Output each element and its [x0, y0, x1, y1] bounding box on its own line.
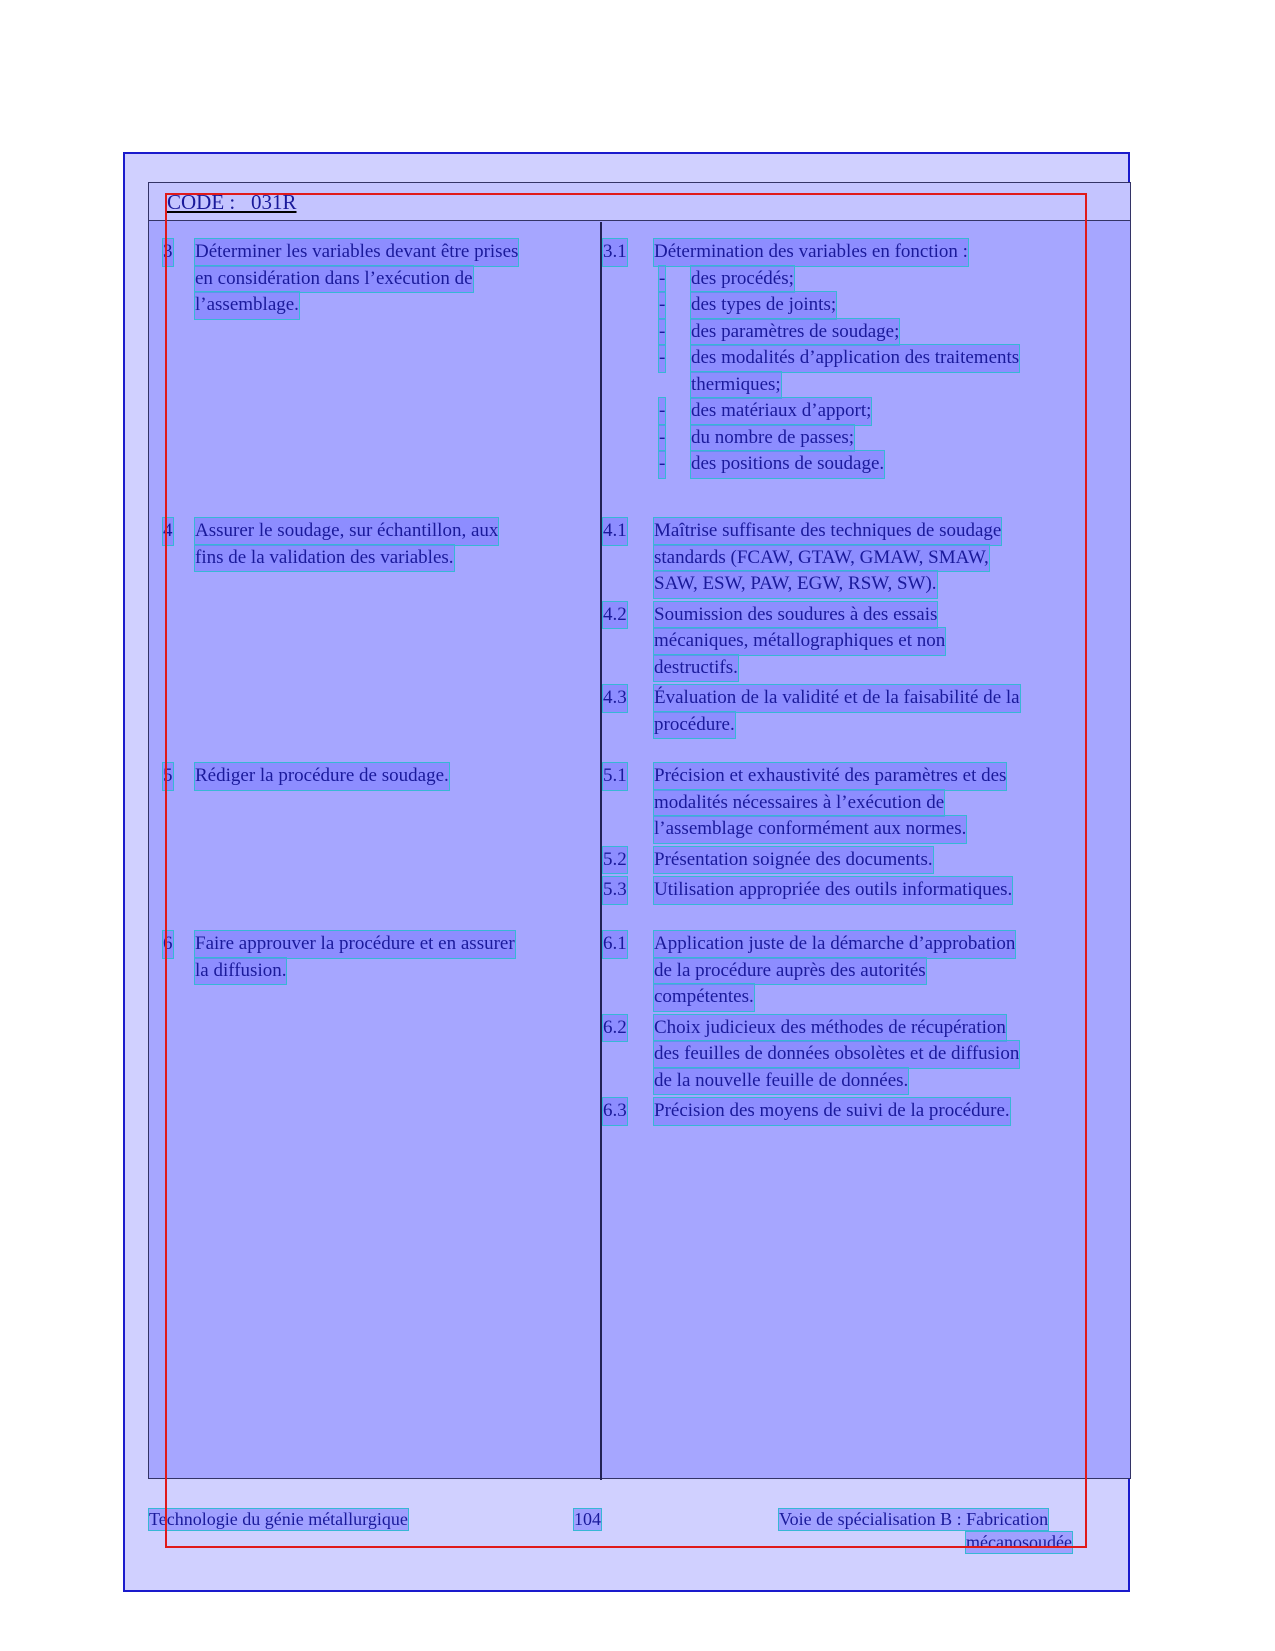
criterion-text: de la procédure auprès des autorités [654, 958, 926, 985]
criterion-text: destructifs. [654, 655, 738, 682]
criterion-text: compétentes. [654, 984, 754, 1011]
criterion-text: SAW, ESW, PAW, EGW, RSW, SW). [654, 571, 937, 598]
criterion-text: Détermination des variables en fonction : [654, 239, 968, 266]
element-number: 4 [163, 518, 173, 545]
footer-left: Technologie du génie métallurgique [149, 1509, 408, 1529]
bullet-text: des procédés; [691, 266, 794, 293]
criterion-text: Maîtrise suffisante des techniques de soudage [654, 518, 1001, 545]
bullet-dash: - [659, 451, 665, 478]
bullet-dash: - [659, 425, 665, 452]
bullet-dash: - [659, 319, 665, 346]
bullet-text: des positions de soudage. [691, 451, 884, 478]
bullet-dash: - [659, 398, 665, 425]
element-text: Faire approuver la procédure et en assurer [195, 931, 515, 958]
criterion-text: standards (FCAW, GTAW, GMAW, SMAW, [654, 545, 989, 572]
footer-right-line1: Voie de spécialisation B : Fabrication [779, 1509, 1049, 1529]
criterion-text: de la nouvelle feuille de données. [654, 1068, 908, 1095]
competency-table [148, 182, 1131, 1479]
criterion-text: Choix judicieux des méthodes de récupération [654, 1015, 1006, 1042]
element-number: 5 [163, 763, 173, 790]
bullet-text: des matériaux d’apport; [691, 398, 871, 425]
element-text: Déterminer les variables devant être prises [195, 239, 518, 266]
criterion-text: modalités nécessaires à l’exécution de [654, 790, 944, 817]
element-number: 3 [163, 239, 173, 266]
criterion-text: procédure. [654, 712, 735, 739]
bullet-text: des modalités d’application des traitements [691, 345, 1019, 372]
bullet-dash: - [659, 266, 665, 293]
table-header [149, 183, 1130, 221]
criterion-number: 6.2 [603, 1015, 627, 1042]
footer-page-number: 104 [574, 1509, 601, 1529]
criterion-number: 5.1 [603, 763, 627, 790]
criterion-number: 4.1 [603, 518, 627, 545]
criterion-number: 5.2 [603, 847, 627, 874]
criterion-text: Utilisation appropriée des outils informatiques. [654, 877, 1012, 904]
element-text: en considération dans l’exécution de [195, 266, 473, 293]
criterion-number: 3.1 [603, 239, 627, 266]
bullet-dash: - [659, 292, 665, 319]
criterion-text: l’assemblage conformément aux normes. [654, 816, 966, 843]
criterion-text: Précision des moyens de suivi de la procédure. [654, 1098, 1010, 1125]
criterion-text: Application juste de la démarche d’approbation [654, 931, 1015, 958]
criterion-text: Évaluation de la validité et de la faisabilité de la [654, 685, 1020, 712]
criterion-text: Précision et exhaustivité des paramètres et des [654, 763, 1006, 790]
criterion-text: des feuilles de données obsolètes et de diffusion [654, 1041, 1019, 1068]
bullet-text: du nombre de passes; [691, 425, 854, 452]
criterion-number: 5.3 [603, 877, 627, 904]
element-text: Assurer le soudage, sur échantillon, aux [195, 518, 498, 545]
criterion-number: 6.1 [603, 931, 627, 958]
bullet-text: thermiques; [691, 372, 781, 399]
column-divider [600, 222, 602, 1480]
element-text: fins de la validation des variables. [195, 545, 454, 572]
element-text: la diffusion. [195, 958, 286, 985]
criterion-text: mécaniques, métallographiques et non [654, 628, 945, 655]
criterion-text: Soumission des soudures à des essais [654, 602, 937, 629]
bullet-text: des paramètres de soudage; [691, 319, 899, 346]
criterion-number: 4.2 [603, 602, 627, 629]
criterion-text: Présentation soignée des documents. [654, 847, 933, 874]
bullet-text: des types de joints; [691, 292, 836, 319]
footer-right-line2: mécanosoudée [966, 1532, 1072, 1552]
element-number: 6 [163, 931, 173, 958]
code-label: CODE : 031R [167, 190, 297, 214]
element-text: l’assemblage. [195, 292, 299, 319]
bullet-dash: - [659, 345, 665, 372]
element-text: Rédiger la procédure de soudage. [195, 763, 449, 790]
criterion-number: 4.3 [603, 685, 627, 712]
criterion-number: 6.3 [603, 1098, 627, 1125]
